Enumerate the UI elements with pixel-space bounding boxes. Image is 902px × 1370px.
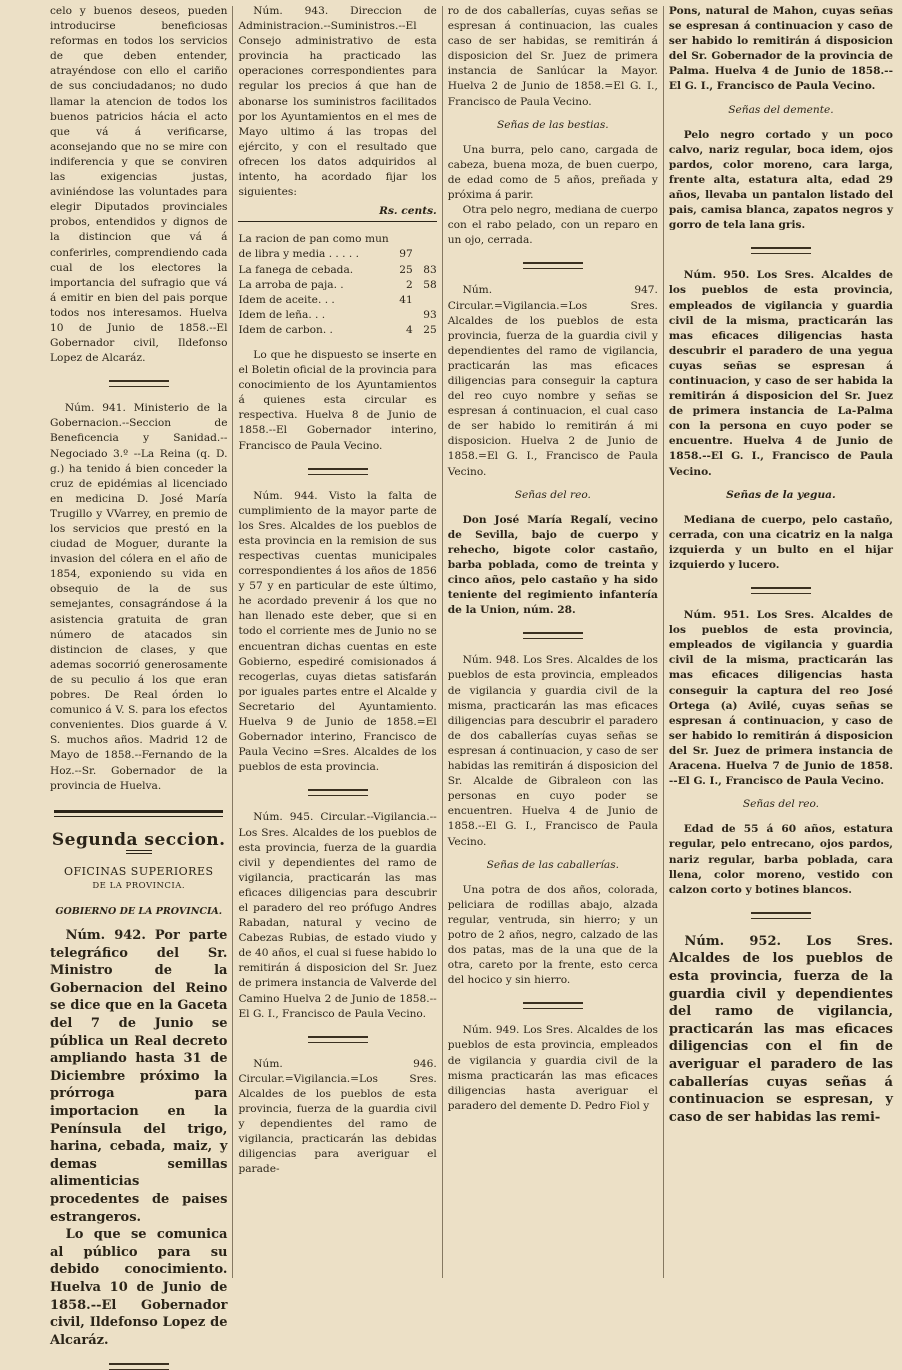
column-divider [663,6,664,1278]
separator [109,1363,169,1370]
article-947: Núm. 947. Circular.=Vigilancia.=Los Sres. Alcaldes de los pueblos de esta provincia, fuerza de la guardia civil y dependientes del ramo de vigilancia, practicarán las mas eficaces diligencias para conseguir la captura del reo cuyo nombre y señas se espresan á continuacion, el cual caso de ser habido lo remitirán á mi disposicion. Huelva 2 de Junio de 1858.=El G. I., Francisco de Paula Vecino. [447,284,658,478]
price-table-header: Rs. cents. [238,204,436,222]
price-rows [238,232,436,338]
column-3 [443,4,663,1280]
heading-reo-2: Señas del reo. [742,798,820,811]
column-divider [232,6,233,1278]
reo-2-desc: Edad de 55 á 60 años, estatura regular, pelo entrecano, ojos pardos, nariz regular, barba poblada, cara llena, color moreno, vestido con calzon corto y botines blancos. [668,823,893,896]
price-label: La arroba de paja. . [238,278,344,291]
price-label: Idem de leña. . . [238,308,326,321]
price-row [238,308,436,323]
yegua-desc: Mediana de cuerpo, pelo castaño, cerrada, con una cicatriz en la nalga izquierda y un bulto en el hijar izquierdo y lucero. [668,513,893,571]
section-title: Segunda seccion. [51,829,226,850]
column-2 [233,4,441,1280]
caballerias-desc: Una potra de dos años, colorada, peliciara de rodillas abajo, alzada regular, ventruda, sin hierro; y un potro de 2 años, negro, calzado de las dos patas, mas de la una que de la otra, careto por la frente, esto cerca del hocico y sin hierro. [447,883,658,987]
price-cents: 58 [423,278,437,291]
price-reales: 25 [399,263,413,276]
separator [308,1036,368,1043]
price-label: La fanega de cebada. [238,263,354,276]
price-row [238,293,436,308]
separator [523,632,583,639]
price-row [238,263,436,278]
price-row [238,278,436,293]
article-941: Núm. 941. Ministerio de la Gobernacion.--Seccion de Beneficencia y Sanidad.--Negociado 3.º --La Reina (q. D. g.) ha tenido á bien conceder la cruz de epidémias al licenciado en medicina D. José María Trugillo y VVarrey, en premio de los servicios que prestó en la ciudad de Moguer, durante la invasion del cólera en el año de 1854, exponiendo su vida en obsequio de la de sus semejantes, consagrándose á la asistencia gratuita de gran número de atacados sin distincion de clases, y que ademas socorrió generosamente de su peculio á los que eran pobres. De Real órden lo comunico á V. S. para los efectos convenientes. Dios guarde á V. S. muchos años. Madrid 12 de Mayo de 1858.--Fernando de la Hoz.--Sr. Gobernador de la provincia de Huelva. [50,402,228,792]
article-946: Núm. 946. Circular.=Vigilancia.=Los Sres. Alcaldes de los pueblos de esta provincia, fuerza de la guardia civil y dependientes del ramo de vigilancia, practicarán las debidas diligencias para averiguar el parade- [238,1057,437,1176]
article-942: Núm. 942. Por parte telegráfico del Sr. Ministro de la Gobernacion del Reino se dice que en la Gaceta del 7 de Junio se pública un Real decreto ampliando hasta 31 de Diciembre próximo la prórroga para importacion en la Península del trigo, harina, cebada, maiz, y demas semillas alimenticias procedentes de paises estrangeros. [50,928,228,1225]
office-title: OFICINAS SUPERIORES [63,864,214,878]
article-949: Núm. 949. Los Sres. Alcaldes de los pueblos de esta provincia, empleados de vigilancia y guardia civil de la misma practicarán las mas eficaces diligencias hasta averiguar el paradero del demente D. Pedro Fiol y [447,1024,658,1112]
price-table [238,204,436,338]
heading-demente: Señas del demente. [728,103,834,116]
government-heading: GOBIERNO DE LA PROVINCIA. [55,905,223,917]
separator [109,380,169,387]
heading-bestias: Señas de las bestias. [497,118,609,131]
price-label: Idem de carbon. . [238,323,333,336]
separator [523,262,583,269]
article-948: Núm. 948. Los Sres. Alcaldes de los pueblos de esta provincia, empleados de vigilancia y guardia civil de la misma, practicarán las mas eficaces diligencias para descubrir el paradero de dos caballerías cuyas señas se espresan á continuacion, y caso de ser habidas las remitirán á disposicion del Sr. Alcalde de Gibraleon con las personas en cuyo poder se encuentren. Huelva 4 de Junio de 1858.--El G. I., Francisco de Paula Vecino. [447,654,658,848]
separator [308,468,368,475]
price-reales [389,308,413,323]
price-cents [413,293,437,308]
bestias-desc: Una burra, pelo cano, cargada de cabeza, buena moza, de buen cuerpo, de edad como de 5 años, preñada y próxima á parir. [447,143,658,202]
bestias-desc-2: Otra pelo negro, mediana de cuerpo con el rabo pelado, con un reparo en un ojo, cerrada. [447,204,658,247]
heading-reo: Señas del reo. [514,488,591,501]
price-reales: 2 [406,278,413,291]
double-rule [126,850,152,854]
separator [751,247,811,254]
price-cents: 83 [423,263,437,276]
column-divider [442,6,443,1278]
article-944: Núm. 944. Visto la falta de cumplimiento de la mayor parte de los Sres. Alcaldes de los pueblos de esta provincia en la remision de sus respectivas cuentas municipales correspondientes á los años de 1856 y 57 y en particular de este último, he acordado prevenir á los que no han llenado este deber, que si en todo el corriente mes de Junio no se encuentran dichas cuentas en este Gobierno, espediré comisionados á recogerlas, cuyas dietas satisfarán por iguales partes entre el Alcalde y Secretario del Ayuntamiento. Huelva 9 de Junio de 1858.=El Gobernador interino, Francisco de Paula Vecino =Sres. Alcaldes de los pueblos de esta provincia. [238,489,437,774]
office-subtitle: DE LA PROVINCIA. [92,880,186,891]
price-reales: 97 [399,248,413,261]
separator [308,789,368,796]
heading-caballerias: Señas de las caballerías. [486,858,620,871]
section-divider [54,810,223,817]
price-row [238,232,436,262]
price-cents: 25 [423,323,437,336]
article-945: Núm. 945. Circular.--Vigilancia.--Los Sres. Alcaldes de los pueblos de esta provincia, fuerza de la guardia civil y dependientes del ramo de vigilancia, practicarán las mas eficaces diligencias para descubrir el paradero del reo prófugo Andres Rabadan, natural y vecino de Cabezas Rubias, de estado viudo y de 40 años, el cual si fuese habido lo remitirán á disposicion del Sr. Juez de primera instancia de Valverde del Camino Huelva 2 de Junio de 1858.--El G. I., Francisco de Paula Vecino. [238,811,437,1020]
price-reales: 41 [399,293,413,306]
price-cents: 93 [423,308,437,321]
article-intro: celo y buenos deseos, pueden introducirse beneficiosas reformas en todos los servicios de que deben entender, atrayéndose con ello el cariño de sus conciudadanos; no dudo llamar la atencion de todos los buenos patricios hácia el acto que vá á verificarse, aconsejando que no se mire con indiferencia y que se conviren las exigencias justas, aviniéndose las voluntades para elegir Diputados provinciales probos, entendidos y dignos de la distincion que vá á conferirles, comprendiendo cada cual de los electores la importancia del sufragio que vá á emitir en bien del pais porque todos nos interesamos. Huelva 10 de Junio de 1858.--El Gobernador civil, Ildefonso Lopez de Alcaráz. [50,5,228,365]
price-label: La racion de pan como mun de libra y media . . . . . [238,233,389,261]
separator [751,587,811,594]
article-943: Núm. 943. Direccion de Administracion.--Suministros.--El Consejo administrativo de esta provincia ha practicado las operaciones correspondientes para regular los precios á que han de abonarse los suministros facilitados por los Ayuntamientos en el mes de Mayo ultimo á las tropas del ejército, y con el resultado que ofrecen los datos adquiridos al intento, ha acordado fijar los siguientes: [238,5,437,199]
separator [751,912,811,919]
columns [4,4,898,1348]
article-950: Núm. 950. Los Sres. Alcaldes de los pueblos de esta provincia, empleados de vigilancia y guardia civil de la misma, practicarán las mas eficaces diligencias hasta descubrir el paradero de una yegua cuyas señas se espresan á continuacion, y caso de ser habida la remitirán á disposicion del Sr. Juez de primera instancia de La-Palma con la persona en cuyo poder se encuentre. Huelva 4 de Junio de 1858.--El G. I., Francisco de Paula Vecino. [668,269,893,478]
price-reales: 4 [406,323,413,336]
article-952-block [669,933,893,1127]
article-951: Núm. 951. Los Sres. Alcaldes de los pueblos de esta provincia, empleados de vigilancia y guardia civil de la misma, practicarán las mas eficaces diligencias hasta conseguir la captura del reo José Ortega (a) Avilé, cuyas señas se espresan á continuacion, y caso de ser habido lo remitirán á disposicion del Sr. Juez de primera instancia de Aracena. Huelva 7 de Junio de 1858. --El G. I., Francisco de Paula Vecino. [668,609,893,788]
article-946-cont: ro de dos caballerías, cuyas señas se espresan á continuacion, las cuales caso de ser habidas, se remitirán á disposicion del Sr. Juez de primera instancia de Sanlúcar la Mayor. Huelva 2 de Junio de 1858.=El G. I., Francisco de Paula Vecino. [447,5,658,108]
article-943-footer: Lo que he dispuesto se inserte en el Boletin oficial de la provincia para conocimiento de los Ayuntamientos á quienes esta circular es respectiva. Huelva 8 de Junio de 1858.--El Gobernador interino, Francisco de Paula Vecino. [238,348,437,452]
column-1 [4,4,232,1348]
article-942-block [50,927,227,1349]
price-label: Idem de aceite. . . [238,293,335,306]
separator [523,1002,583,1009]
heading-yegua: Señas de la yegua. [726,488,836,501]
article-952: Núm. 952. Los Sres. Alcaldes de los pueblos de esta provincia, fuerza de la guardia civil y dependientes del ramo de vigilancia, practicarán las mas eficaces diligencias con el fin de averiguar el paradero de las caballerías cuyas señas á continuacion se espresan, y caso de ser habidas las remi- [668,933,893,1125]
article-949-cont: Pons, natural de Mahon, cuyas señas se espresan á continuacion y caso de ser habido lo remitirán á disposicion del Sr. Gobernador de la provincia de Palma. Huelva 4 de Junio de 1858.--El G. I., Francisco de Paula Vecino. [668,5,893,93]
article-942-footer: Lo que se comunica al público para su debido conocimiento. Huelva 10 de Junio de 1858.--El Gobernador civil, Ildefonso Lopez de Alcaráz. [50,1227,228,1348]
demente-desc: Pelo negro cortado y un poco calvo, nariz regular, boca idem, ojos pardos, color moreno, cara larga, frente alta, estatura alta, edad 29 años, llevaba un pantalon listado del pais, camisa blanca, zapatos negros y gorro de tela lana gris. [668,128,893,232]
reo-desc: Don José María Regalí, vecino de Sevilla, bajo de cuerpo y rehecho, bigote color castaño, barba poblada, como de treinta y cinco años, pelo castaño y ha sido teniente del regimiento infantería de la Union, núm. 28. [447,513,658,617]
column-4 [664,4,898,1280]
price-row [238,323,436,338]
